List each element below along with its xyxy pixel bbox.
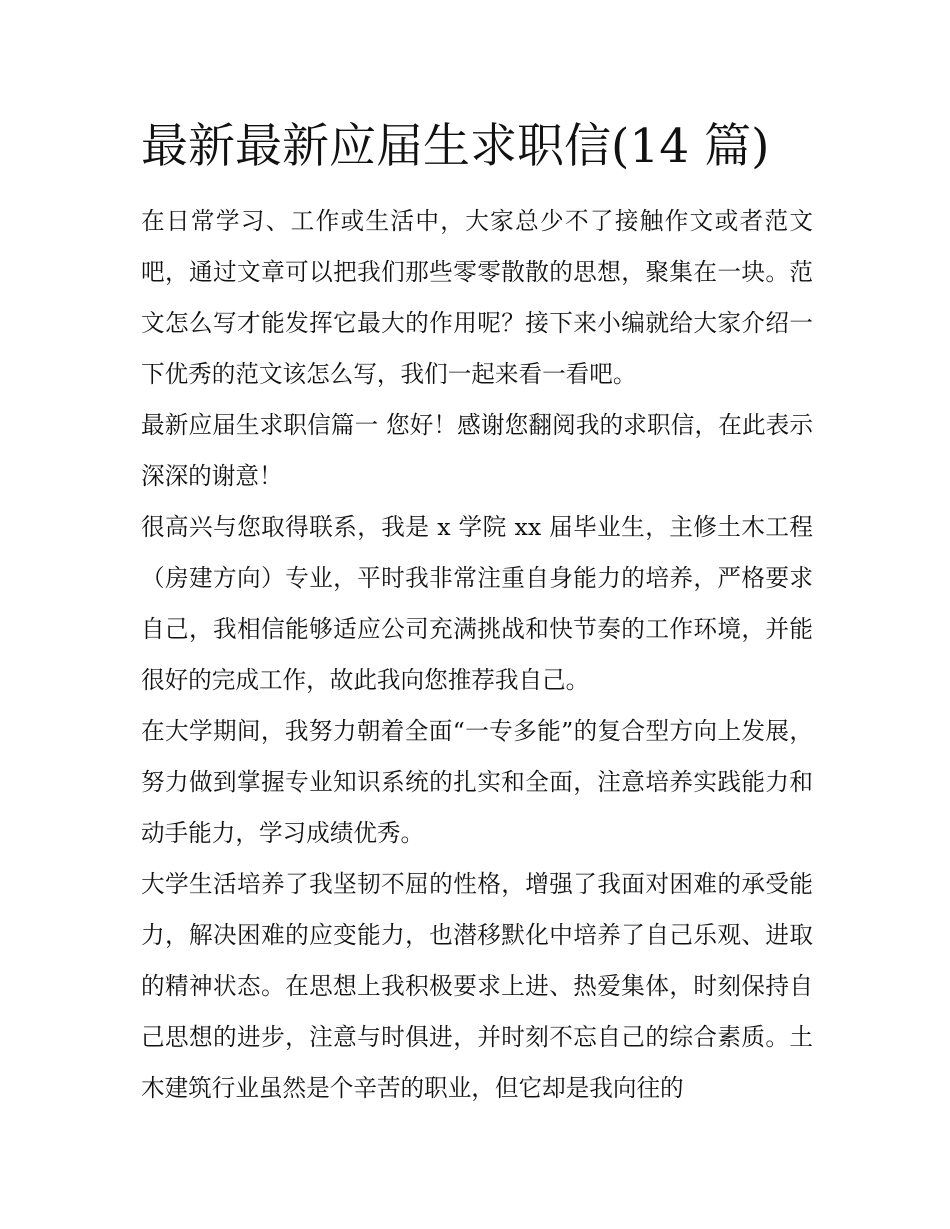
paragraph-greeting: 最新应届生求职信篇一 您好！感谢您翻阅我的求职信，在此表示深深的谢意！ <box>141 411 813 490</box>
paragraph-university-study: 在大学期间，我努力朝着全面“一专多能”的复合型方向上发展，努力做到掌握专业知识系统的扎实和全面，注意培养实践能力和动手能力，学习成绩优秀。 <box>141 717 813 847</box>
document-title: 最新最新应届生求职信(14 篇) <box>141 119 770 174</box>
paragraph-self-introduction: 很高兴与您取得联系，我是 x 学院 xx 届毕业生，主修土木工程（房建方向）专业，平时我非常注重自身能力的培养，严格要求自己，我相信能够适应公司充满挑战和快节奏的工作环境，并能很好的完成工作，故此我向您推荐我自己。 <box>141 513 813 694</box>
paragraph-intro: 在日常学习、工作或生活中，大家总少不了接触作文或者范文吧，通过文章可以把我们那些零零散散的思想，聚集在一块。范文怎么写才能发挥它最大的作用呢？接下来小编就给大家介绍一下优秀的范文该怎么写，我们一起来看一看吧。 <box>141 207 813 388</box>
document-page <box>141 112 813 1114</box>
paragraph-character: 大学生活培养了我坚韧不屈的性格，增强了我面对困难的承受能力，解决困难的应变能力，也潜移默化中培养了自己乐观、进取的精神状态。在思想上我积极要求上进、热爱集体，时刻保持自己思想的进步，注意与时俱进，并时刻不忘自己的综合素质。土木建筑行业虽然是个辛苦的职业，但它却是我向往的 <box>141 870 813 1102</box>
